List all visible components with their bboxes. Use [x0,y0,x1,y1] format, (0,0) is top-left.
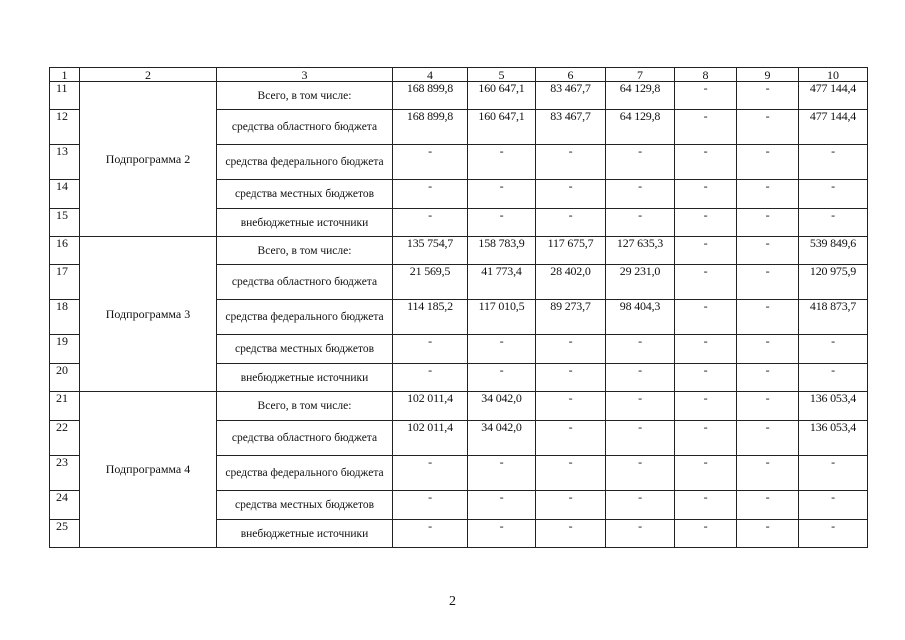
amount-cell: - [536,209,606,237]
amount-cell: - [799,364,868,392]
amount-cell: - [737,520,799,548]
amount-cell: - [737,491,799,520]
amount-cell: - [536,456,606,491]
amount-cell: - [468,364,536,392]
amount-cell: - [737,180,799,209]
amount-cell: - [536,491,606,520]
amount-cell: - [675,110,737,145]
amount-cell: - [536,364,606,392]
column-header: 7 [606,68,675,82]
amount-cell: - [737,265,799,300]
amount-cell: - [737,421,799,456]
amount-cell: - [737,364,799,392]
row-number-cell: 21 [50,392,80,421]
amount-cell: 477 144,4 [799,82,868,110]
amount-cell: - [536,145,606,180]
amount-cell: - [737,456,799,491]
row-number-cell: 20 [50,364,80,392]
amount-cell: - [675,209,737,237]
amount-cell: - [799,145,868,180]
amount-cell: 34 042,0 [468,421,536,456]
amount-cell: 21 569,5 [393,265,468,300]
amount-cell: 539 849,6 [799,237,868,265]
amount-cell: 168 899,8 [393,110,468,145]
page-number: 2 [449,594,456,609]
amount-cell: - [675,300,737,335]
amount-cell: - [675,265,737,300]
amount-cell: - [737,145,799,180]
row-number-cell: 25 [50,520,80,548]
amount-cell: - [606,421,675,456]
subprogram-name-cell: Подпрограмма 2 [80,82,217,237]
amount-cell: - [606,364,675,392]
amount-cell: - [536,335,606,364]
row-number-cell: 24 [50,491,80,520]
amount-cell: - [675,237,737,265]
amount-cell: 41 773,4 [468,265,536,300]
amount-cell: - [675,82,737,110]
amount-cell: - [536,392,606,421]
row-number-cell: 23 [50,456,80,491]
column-header: 8 [675,68,737,82]
amount-cell: - [737,209,799,237]
amount-cell: - [468,520,536,548]
subprogram-name-cell: Подпрограмма 4 [80,392,217,548]
row-number-cell: 13 [50,145,80,180]
row-number-cell: 12 [50,110,80,145]
amount-cell: - [393,520,468,548]
row-number-cell: 22 [50,421,80,456]
table-row [50,392,868,421]
amount-cell: 102 011,4 [393,421,468,456]
amount-cell: - [606,145,675,180]
amount-cell: - [536,520,606,548]
amount-cell: - [393,456,468,491]
amount-cell: - [606,209,675,237]
amount-cell: - [799,335,868,364]
funding-source-cell: Всего, в том числе: [217,237,393,265]
amount-cell: - [675,335,737,364]
amount-cell: - [393,209,468,237]
amount-cell: - [799,491,868,520]
funding-source-cell: средства местных бюджетов [217,491,393,520]
amount-cell: - [675,456,737,491]
funding-source-cell: средства местных бюджетов [217,335,393,364]
funding-source-cell: средства местных бюджетов [217,180,393,209]
amount-cell: - [606,180,675,209]
table-row [50,237,868,265]
amount-cell: 64 129,8 [606,82,675,110]
amount-cell: 158 783,9 [468,237,536,265]
row-number-cell: 11 [50,82,80,110]
subprogram-name-cell: Подпрограмма 3 [80,237,217,392]
amount-cell: - [606,392,675,421]
funding-source-cell: средства федерального бюджета [217,145,393,180]
funding-source-cell: средства федерального бюджета [217,300,393,335]
budget-table [49,67,868,548]
amount-cell: - [468,180,536,209]
column-header: 3 [217,68,393,82]
amount-cell: - [468,145,536,180]
row-number-cell: 16 [50,237,80,265]
amount-cell: - [737,82,799,110]
amount-cell: - [468,335,536,364]
column-header: 4 [393,68,468,82]
amount-cell: - [799,520,868,548]
funding-source-cell: внебюджетные источники [217,520,393,548]
column-header: 2 [80,68,217,82]
funding-source-cell: средства областного бюджета [217,110,393,145]
amount-cell: - [606,491,675,520]
amount-cell: 98 404,3 [606,300,675,335]
amount-cell: - [606,520,675,548]
amount-cell: - [536,421,606,456]
amount-cell: 117 675,7 [536,237,606,265]
amount-cell: - [737,237,799,265]
column-header: 5 [468,68,536,82]
amount-cell: 83 467,7 [536,110,606,145]
amount-cell: - [799,180,868,209]
amount-cell: - [799,209,868,237]
amount-cell: 120 975,9 [799,265,868,300]
amount-cell: 168 899,8 [393,82,468,110]
amount-cell: 136 053,4 [799,421,868,456]
column-header: 6 [536,68,606,82]
row-number-cell: 17 [50,265,80,300]
amount-cell: - [606,335,675,364]
table-row [50,82,868,110]
amount-cell: 160 647,1 [468,82,536,110]
amount-cell: - [468,456,536,491]
funding-source-cell: средства областного бюджета [217,421,393,456]
amount-cell: - [737,300,799,335]
amount-cell: 135 754,7 [393,237,468,265]
amount-cell: 102 011,4 [393,392,468,421]
amount-cell: - [737,335,799,364]
amount-cell: - [675,491,737,520]
amount-cell: - [737,110,799,145]
funding-source-cell: средства областного бюджета [217,265,393,300]
column-header: 9 [737,68,799,82]
table-body [50,82,868,548]
amount-cell: - [675,145,737,180]
amount-cell: - [737,392,799,421]
amount-cell: 160 647,1 [468,110,536,145]
amount-cell: - [393,335,468,364]
amount-cell: - [606,456,675,491]
amount-cell: - [536,180,606,209]
amount-cell: - [468,209,536,237]
row-number-cell: 15 [50,209,80,237]
amount-cell: - [675,180,737,209]
row-number-cell: 14 [50,180,80,209]
row-number-cell: 18 [50,300,80,335]
amount-cell: 114 185,2 [393,300,468,335]
amount-cell: - [675,520,737,548]
column-header: 10 [799,68,868,82]
amount-cell: - [675,421,737,456]
amount-cell: 136 053,4 [799,392,868,421]
funding-source-cell: средства федерального бюджета [217,456,393,491]
amount-cell: 89 273,7 [536,300,606,335]
amount-cell: 64 129,8 [606,110,675,145]
amount-cell: 418 873,7 [799,300,868,335]
amount-cell: - [393,364,468,392]
amount-cell: 127 635,3 [606,237,675,265]
amount-cell: - [675,392,737,421]
amount-cell: 477 144,4 [799,110,868,145]
funding-source-cell: Всего, в том числе: [217,82,393,110]
amount-cell: 29 231,0 [606,265,675,300]
amount-cell: 28 402,0 [536,265,606,300]
amount-cell: 83 467,7 [536,82,606,110]
amount-cell: - [393,491,468,520]
funding-source-cell: внебюджетные источники [217,364,393,392]
amount-cell: 34 042,0 [468,392,536,421]
column-header: 1 [50,68,80,82]
header-row [50,68,868,82]
amount-cell: - [393,145,468,180]
amount-cell: - [393,180,468,209]
funding-source-cell: внебюджетные источники [217,209,393,237]
amount-cell: - [675,364,737,392]
amount-cell: - [799,456,868,491]
funding-source-cell: Всего, в том числе: [217,392,393,421]
row-number-cell: 19 [50,335,80,364]
amount-cell: 117 010,5 [468,300,536,335]
amount-cell: - [468,491,536,520]
